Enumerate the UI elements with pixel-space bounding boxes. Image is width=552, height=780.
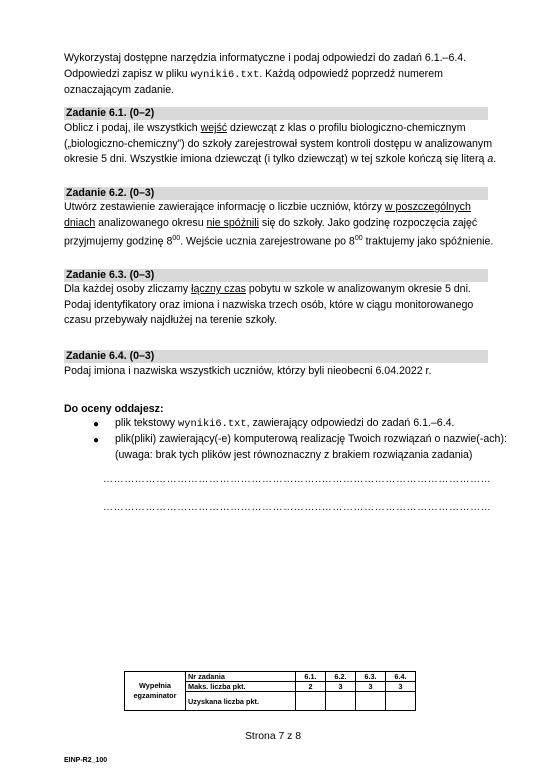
grade-max-points: 3 — [326, 682, 356, 692]
t61-l1-post: dziewcząt z klas o profilu biologiczno-chemicznym — [227, 122, 466, 134]
grade-obtained-cell[interactable] — [326, 692, 356, 711]
submit-item-2-line-2: (uwaga: brak tych plików jest równoznaczny z brakiem rozwiązania zadania) — [115, 448, 473, 461]
task-6-2-line-2 — [64, 216, 504, 232]
t63-l1-underlined: łączny czas — [191, 283, 246, 295]
grade-obtained-cell[interactable] — [356, 692, 386, 711]
task-6-4-line-1: Podaj imiona i nazwiska wszystkich uczniów, którzy byli nieobecni 6.04.2022 r. — [64, 365, 432, 377]
exam-code: EINP-R2_100 — [64, 757, 108, 764]
task-6-1-line-3 — [64, 152, 504, 168]
grade-task-number: 6.2. — [326, 672, 356, 682]
t62-l3-a: przyjmujemy godzinę 8 — [64, 235, 173, 248]
task-6-4-title: Zadanie 6.4. (0–3) — [66, 350, 155, 362]
t62-l3-c: traktujemy jako spóźnienie. — [362, 235, 494, 248]
t63-l1-pre: Dla każdej osoby zliczamy — [64, 283, 192, 295]
t62-l3-sup-2: 00 — [354, 235, 363, 242]
t62-l2-mid: analizowanego okresu — [95, 216, 207, 229]
t62-l1-pre: Utwórz zestawienie zawierające informację o liczbie uczniów, którzy — [64, 201, 385, 213]
grade-row-label: Nr zadania — [186, 672, 296, 682]
task-6-3-line-2: Podaj identyfikatory oraz imiona i nazwiska trzech osób, które w ciągu monitorowanego — [64, 298, 474, 311]
submit-item-2-line-1: plik(pliki) zawierający(-e) komputerową realizację Twoich rozwiązań o nazwie(-ach): — [115, 433, 507, 445]
bullet-icon: ● — [93, 435, 100, 446]
t62-l3-sup-1: 00 — [172, 235, 181, 242]
grade-task-number: 6.4. — [386, 672, 416, 682]
grade-task-number: 6.1. — [296, 672, 326, 682]
t61-l1-underlined: wejść — [200, 122, 228, 134]
submit-item-1-filename: wyniki6.txt — [178, 418, 247, 430]
task-6-1-title: Zadanie 6.1. (0–2) — [66, 107, 155, 119]
grade-max-points: 3 — [386, 682, 416, 692]
t62-l2-underlined: dniach — [64, 216, 96, 229]
answer-line-2: ……………………………………………………..………………………………………… — [103, 502, 492, 513]
grade-side-label: Wypełnia egzaminator — [125, 672, 186, 711]
task-6-2-body — [64, 200, 504, 250]
grade-row-label: Uzyskana liczba pkt. — [186, 692, 296, 711]
t62-l3-b: . Wejście ucznia zarejestrowane po 8 — [180, 235, 355, 248]
t62-l2-underlined-2: nie spóźnili — [206, 216, 259, 229]
grade-max-points: 2 — [296, 682, 326, 692]
intro-text — [64, 51, 504, 99]
t61-l3-italic: a — [487, 153, 494, 165]
grade-obtained-cell[interactable] — [296, 692, 326, 711]
task-6-2-line-1 — [64, 200, 504, 216]
task-6-3-line-3: czasu przebywały najdłużej na terenie szkoły. — [64, 314, 277, 326]
results-filename: wyniki6.txt — [190, 68, 260, 81]
grade-table — [124, 671, 416, 711]
grade-task-number: 6.3. — [356, 672, 386, 682]
submit-item-1-pre: plik tekstowy — [115, 417, 178, 429]
task-6-2-line-3 — [64, 231, 504, 250]
t61-l3-pre: okresie 5 dni. Wszystkie imiona dziewcząt (i tylko dziewcząt) w tej szkole kończą się literą — [64, 153, 488, 165]
submit-item-2 — [115, 432, 515, 463]
task-6-3-title: Zadanie 6.3. (0–3) — [66, 269, 155, 281]
task-6-3-line-1 — [64, 282, 504, 298]
page-number: Strona 7 z 8 — [245, 731, 302, 742]
intro-line-1: Wykorzystaj dostępne narzędzia informatyczne i podaj odpowiedzi do zadań 6.1.–6.4. — [64, 52, 467, 64]
intro-line-2-end: . Każdą odpowiedź poprzedź numerem — [259, 67, 443, 80]
task-6-3-body — [64, 282, 504, 329]
grade-row-label: Maks. liczba pkt. — [186, 682, 296, 692]
task-6-2-title: Zadanie 6.2. (0–3) — [66, 187, 155, 199]
grade-row-task-numbers — [125, 672, 416, 682]
task-6-1-body — [64, 121, 504, 168]
t61-l3-post: . — [493, 153, 497, 165]
t61-l1-pre: Oblicz i podaj, ile wszystkich — [64, 122, 201, 134]
task-6-1-line-2: („biologiczno-chemiczny”) do szkoły zarejestrował system kontroli dostępu w analizowanym — [64, 137, 493, 150]
t62-l1-underlined: w poszczególnych — [384, 201, 471, 213]
submit-item-1-post: , zawierający odpowiedzi do zadań 6.1.–6.4. — [246, 417, 455, 429]
grade-obtained-cell[interactable] — [386, 692, 416, 711]
t62-l2-post: się do szkoły. Jako godzinę rozpoczęcia zajęć — [258, 216, 478, 229]
t63-l1-post: pobytu w szkole w analizowanym okresie 5 dni. — [245, 283, 471, 295]
task-6-4-body — [64, 364, 504, 380]
submit-heading: Do oceny oddajesz: — [64, 403, 164, 415]
intro-line-3: oznaczającym zadanie. — [64, 84, 175, 96]
intro-line-2-start: Odpowiedzi zapisz w pliku — [64, 67, 191, 80]
bullet-icon: ● — [93, 419, 100, 430]
grade-max-points: 3 — [356, 682, 386, 692]
answer-line-1: ……………………………………………………..………………………………………… — [103, 474, 492, 485]
intro-line-2 — [64, 67, 504, 84]
task-6-1-line-1 — [64, 121, 504, 137]
submit-item-1 — [115, 416, 515, 433]
